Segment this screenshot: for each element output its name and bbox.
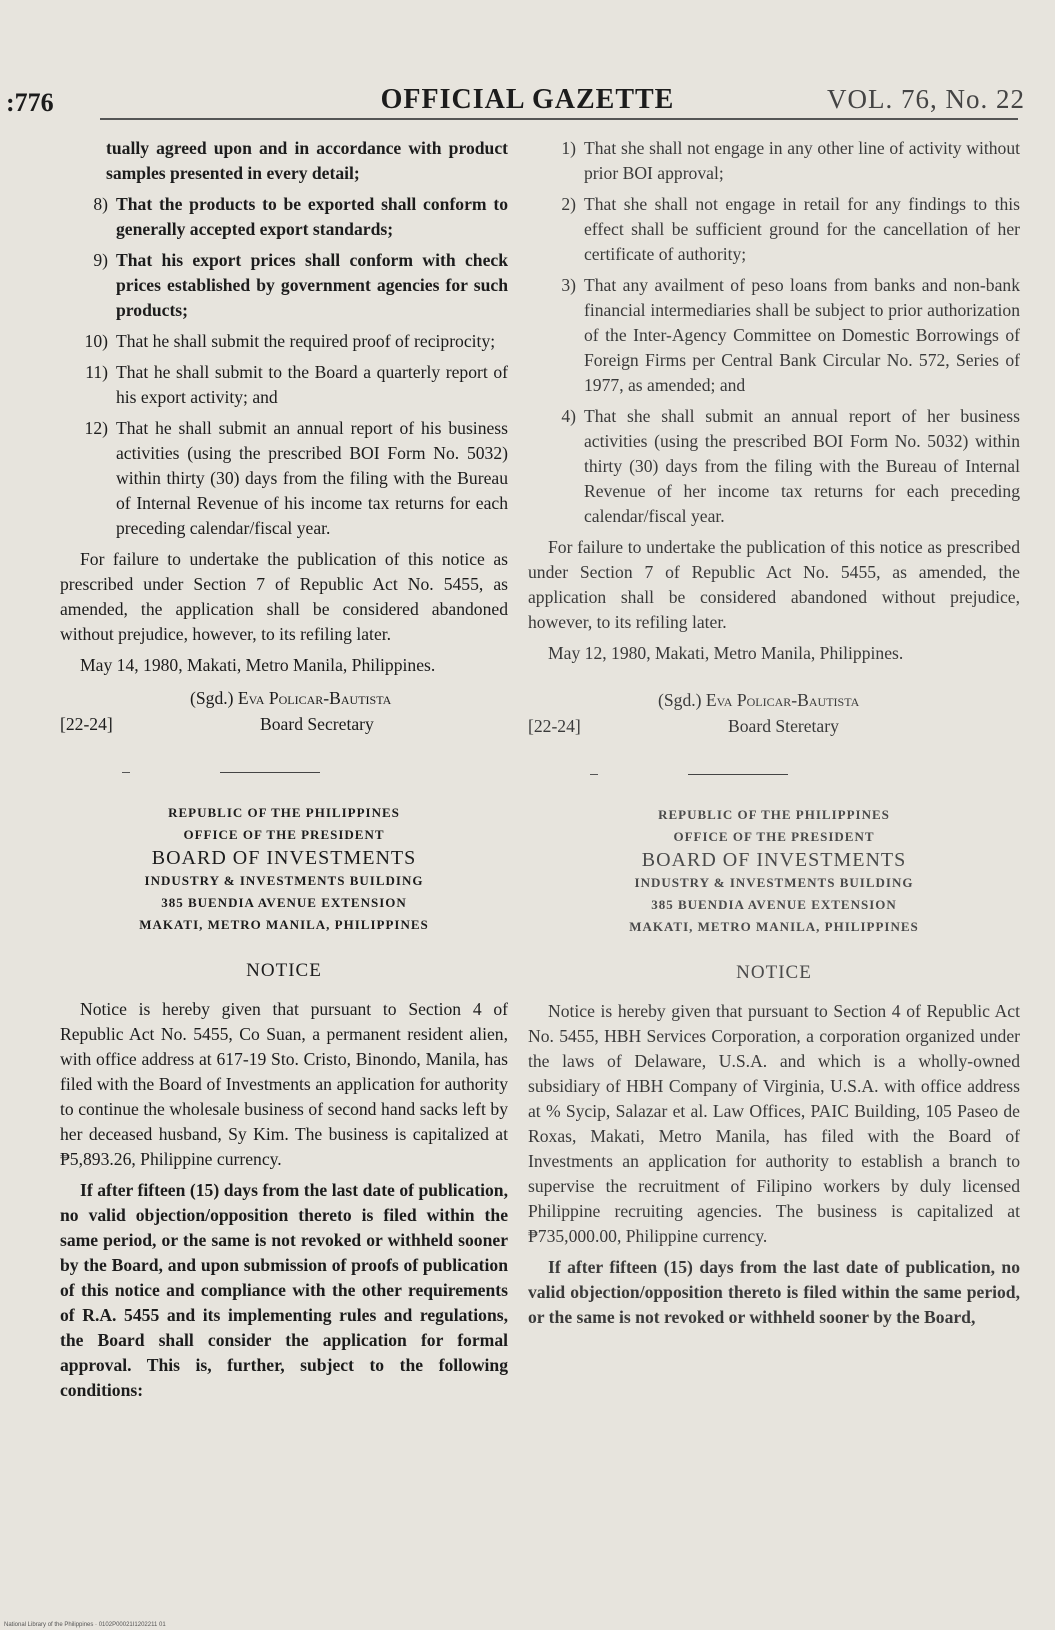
masthead-street: 385 BUENDIA AVENUE EXTENSION xyxy=(161,895,407,910)
condition-text: That his export prices shall conform with check prices established by government agencies for such products; xyxy=(116,250,508,320)
masthead-board: BOARD OF INVESTMENTS xyxy=(641,849,907,871)
issue-reference: [22-24] xyxy=(60,714,113,734)
publication-title: OFFICIAL GAZETTE xyxy=(380,84,675,115)
masthead-board: BOARD OF INVESTMENTS xyxy=(151,847,417,869)
header-rule xyxy=(100,118,1018,120)
condition-item xyxy=(528,273,1020,398)
left-column xyxy=(60,136,508,1409)
notice-paragraph: If after fifteen (15) days from the last date of publication, no valid objection/opposition thereto is filed within the same period, or the same is not revoked or withheld sooner by the Board, and upon submission of proofs of publication of this notice and compliance with the other requirements of R.A. 5455 and its implementing rules and regulations, the Board shall consider the application for formal approval. This is, further, subject to the following conditions: xyxy=(60,1180,508,1400)
signer-role: Board Secretary xyxy=(260,714,374,734)
notice-paragraph: Notice is hereby given that pursuant to Section 4 of Republic Act No. 5455, HBH Services Corporation, a corporation organized under the laws of Delaware, U.S.A. and which is a wholly-owned subsidiary of HBH Company of Virginia, U.S.A. with office address at % Sycip, Salazar et al. Law Offices, PAIC Building, 105 Paseo de Roxas, Makati, Metro Manila, has filed with the Board of Investments an application for authority to establish a branch to supervise the recruitment of Filipino workers by duly licensed Philippine recruiting agencies. The business is capitalized at ₱735,000.00, Philippine currency. xyxy=(528,1001,1020,1246)
condition-number: 9) xyxy=(93,250,108,270)
signer-name: Eva Policar-Bautista xyxy=(705,690,860,710)
signature-block xyxy=(528,688,1020,740)
condition-number: 3) xyxy=(561,275,576,295)
issue-reference: [22-24] xyxy=(528,716,581,736)
masthead-building: INDUSTRY & INVESTMENTS BUILDING xyxy=(634,875,914,890)
notice-date: May 14, 1980, Makati, Metro Manila, Philippines. xyxy=(80,655,436,675)
notice-date: May 12, 1980, Makati, Metro Manila, Philippines. xyxy=(548,643,904,663)
sgd-mark: (Sgd.) xyxy=(658,690,702,710)
condition-text: That he shall submit an annual report of his business activities (using the prescribed BOI Form No. 5032) within thirty (30) days from the filing with the Bureau of Internal Revenue of his income tax returns for each preceding calendar/fiscal year. xyxy=(116,418,508,538)
boi-masthead xyxy=(528,804,1020,938)
condition-text: That she shall submit an annual report of her business activities (using the prescribed BOI Form No. 5032) within thirty (30) days from the filing with the Bureau of Internal Revenue of her income tax returns for each preceding calendar/fiscal year. xyxy=(584,406,1020,526)
divider-long xyxy=(220,772,320,773)
notice-paragraph: If after fifteen (15) days from the last date of publication, no valid objection/opposition thereto is filed within the same period, or the same is not revoked or withheld sooner by the Board, xyxy=(528,1257,1020,1327)
condition-number: 11) xyxy=(85,362,108,382)
masthead-building: INDUSTRY & INVESTMENTS BUILDING xyxy=(144,873,424,888)
right-column xyxy=(528,136,1020,1336)
condition-item xyxy=(60,360,508,410)
condition-item xyxy=(528,136,1020,186)
signature-line xyxy=(190,686,391,711)
notice-heading: NOTICE xyxy=(736,962,812,983)
condition-item xyxy=(528,192,1020,267)
condition-text: That he shall submit to the Board a quarterly report of his export activity; and xyxy=(116,362,508,407)
masthead-street: 385 BUENDIA AVENUE EXTENSION xyxy=(651,897,897,912)
failure-paragraph: For failure to undertake the publication of this notice as prescribed under Section 7 of Republic Act No. 5455, as amended, the application shall be considered abandoned without prejudice, however, to its refiling later. xyxy=(528,537,1020,632)
masthead-city: MAKATI, METRO MANILA, PHILIPPINES xyxy=(629,919,919,934)
condition-text: That she shall not engage in retail for any findings to this effect shall be sufficient ground for the cancellation of her certificate of authority; xyxy=(584,194,1020,264)
masthead-republic: REPUBLIC OF THE PHILIPPINES xyxy=(168,805,400,820)
condition-number: 12) xyxy=(84,418,108,438)
masthead-city: MAKATI, METRO MANILA, PHILIPPINES xyxy=(139,917,429,932)
scan-footer: National Library of the Philippines · 0102P00021I1202211 01 xyxy=(4,1622,166,1628)
volume-number: VOL. 76, No. 22 xyxy=(827,84,1025,114)
notice-paragraph: Notice is hereby given that pursuant to Section 4 of Republic Act No. 5455, Co Suan, a permanent resident alien, with office address at 617-19 Sto. Cristo, Binondo, Manila, has filed with the Board of Investments an application for authority to continue the wholesale business of second hand sacks left by her deceased husband, Sy Kim. The business is capitalized at ₱5,893.26, Philippine currency. xyxy=(60,999,508,1169)
sgd-mark: (Sgd.) xyxy=(190,688,234,708)
signature-block xyxy=(60,686,508,738)
signature-line xyxy=(658,688,859,713)
notice-heading: NOTICE xyxy=(246,960,322,981)
condition-item xyxy=(60,248,508,323)
divider-short xyxy=(590,774,598,775)
condition-number: 2) xyxy=(561,194,576,214)
condition-text: That any availment of peso loans from banks and non-bank financial intermediaries shall be subject to prior authorization of the Inter-Agency Committee on Domestic Borrowings of Foreign Firms per Central Bank Circular No. 572, Series of 1977, as amended; and xyxy=(584,275,1020,395)
condition-number: 8) xyxy=(93,194,108,214)
condition-number: 10) xyxy=(84,331,108,351)
condition-text: That she shall not engage in any other line of activity without prior BOI approval; xyxy=(584,138,1020,183)
signer-role: Board Steretary xyxy=(728,716,839,736)
condition-item xyxy=(60,416,508,541)
condition-item xyxy=(528,404,1020,529)
continued-text: tually agreed upon and in accordance with product samples presented in every detail; xyxy=(106,138,508,183)
condition-number: 4) xyxy=(561,406,576,426)
page-number: :776 xyxy=(6,88,54,117)
signer-name: Eva Policar-Bautista xyxy=(237,688,392,708)
divider-short xyxy=(122,772,130,773)
failure-paragraph: For failure to undertake the publication of this notice as prescribed under Section 7 of Republic Act No. 5455, as amended, the application shall be considered abandoned without prejudice, however, to its refiling later. xyxy=(60,549,508,644)
masthead-office: OFFICE OF THE PRESIDENT xyxy=(673,829,875,844)
boi-masthead xyxy=(60,802,508,936)
condition-item xyxy=(60,329,508,354)
masthead-republic: REPUBLIC OF THE PHILIPPINES xyxy=(658,807,890,822)
section-divider xyxy=(60,764,508,784)
section-divider xyxy=(528,766,1020,786)
condition-item xyxy=(60,192,508,242)
divider-long xyxy=(688,774,788,775)
masthead-office: OFFICE OF THE PRESIDENT xyxy=(183,827,385,842)
condition-text: That the products to be exported shall conform to generally accepted export standards; xyxy=(116,194,508,239)
condition-number: 1) xyxy=(561,138,576,158)
condition-text: That he shall submit the required proof of reciprocity; xyxy=(116,331,496,351)
page-header xyxy=(0,78,1055,118)
